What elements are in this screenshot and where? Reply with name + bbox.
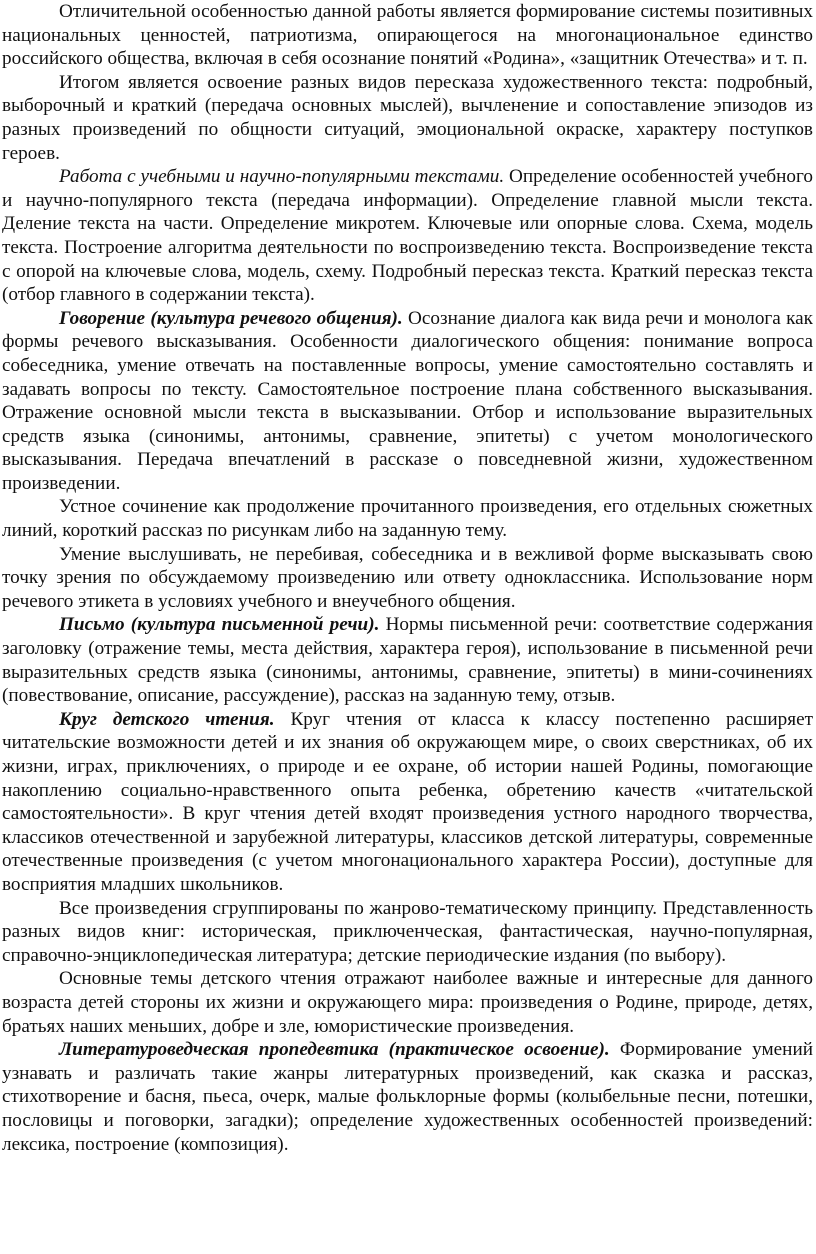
paragraph-text: Формирование умений узнавать и различать такие жанры литературных произведений, как сказка и рассказ, стихотворение и басня, пьеса, очерк, малые фольклорные формы (колыбельные песни, потешки, пословицы и поговорки, загадки); определение художественных особенностей произведений: лексика, построение (композиция). (2, 1039, 813, 1155)
paragraph-text: Итогом является освоение разных видов пересказа художественного текста: подробный, выборочный и краткий (передача основных мыслей), вычленение и сопоставление эпизодов из разных произведений по общности ситуаций, эмоциональной окраске, характеру поступков героев. (2, 71, 813, 164)
section-lead-heading: Работа с учебными и научно-популярными текстами. (59, 166, 505, 188)
paragraph-retelling-outcome (2, 71, 813, 165)
paragraph-educational-texts (2, 165, 813, 307)
paragraph-writing (2, 613, 813, 707)
section-lead-heading: Говорение (культура речевого общения). (59, 307, 403, 329)
section-lead-heading: Круг детского чтения. (59, 708, 275, 730)
paragraph-genre-grouping (2, 897, 813, 968)
paragraph-text: Основные темы детского чтения отражают наиболее важные и интересные для данного возраста детей стороны их жизни и окружающего мира: произведения о Родине, природе, детях, братьях наших меньших, добре и зле, юмористические произведения. (2, 968, 813, 1037)
section-lead-heading: Письмо (культура письменной речи). (59, 614, 380, 636)
paragraph-text: Нормы письменной речи: соответствие содержания заголовку (отражение темы, места действия, характера героя), использование в письменной речи выразительных средств языка (синонимы, антонимы, сравнение, эпитеты) в мини-сочинениях (повествование, описание, рассуждение), рассказ на заданную тему, отзыв. (2, 614, 813, 707)
paragraph-literary-propaedeutics (2, 1038, 813, 1156)
paragraph-text: Умение выслушивать, не перебивая, собеседника и в вежливой форме высказывать свою точку зрения по обсуждаемому произведению или ответу одноклассника. Использование норм речевого этикета в условиях учебного и внеучебного общения. (2, 543, 813, 612)
paragraph-text: Определение особенностей учебного и научно-популярного текста (передача информации). Определение главной мысли текста. Деление текста на части. Определение микротем. Ключевые или опорные слова. Схема, модель текста. Построение алгоритма деятельности по воспроизведению текста. Воспроизведение текста с опорой на ключевые слова, модель, схему. Подробный пересказ текста. Краткий пересказ текста (отбор главного в содержании текста). (2, 166, 813, 306)
paragraph-reading-circle (2, 708, 813, 897)
paragraph-oral-composition (2, 495, 813, 542)
paragraph-listening-skills (2, 543, 813, 614)
paragraph-values-intro (2, 0, 813, 71)
paragraph-text: Отличительной особенностью данной работы является формирование системы позитивных национальных ценностей, патриотизма, опирающегося на многонациональное единство российского общества, включая в себя осознание понятий «Родина», «защитник Отечества» и т. п. (2, 1, 813, 70)
paragraph-text: Все произведения сгруппированы по жанрово-тематическому принципу. Представленность разных видов книг: историческая, приключенческая, фантастическая, научно-популярная, справочно-энциклопедическая литература; детские периодические издания (по выбору). (2, 897, 813, 966)
paragraph-reading-themes (2, 967, 813, 1038)
paragraph-speaking (2, 307, 813, 496)
paragraph-text: Осознание диалога как вида речи и монолога как формы речевого высказывания. Особенности диалогического общения: понимание вопроса собеседника, умение отвечать на поставленные вопросы, умение самостоятельно составлять и задавать вопросы по тексту. Самостоятельное построение плана собственного высказывания. Отражение основной мысли текста в высказывании. Отбор и использование выразительных средств языка (синонимы, антонимы, сравнение, эпитеты) с учетом монологического высказывания. Передача впечатлений в рассказе о повседневной жизни, художественном произведении. (2, 307, 813, 494)
section-lead-heading: Литературоведческая пропедевтика (практическое освоение). (59, 1039, 610, 1061)
paragraph-text: Устное сочинение как продолжение прочитанного произведения, его отдельных сюжетных линий, короткий рассказ по рисункам либо на заданную тему. (2, 496, 813, 542)
paragraph-text: Круг чтения от класса к классу постепенно расширяет читательские возможности детей и их знания об окружающем мире, о своих сверстниках, об их жизни, играх, приключениях, о природе и ее охране, об истории нашей Родины, помогающие накоплению социально-нравственного опыта ребенка, обретению качеств «читательской самостоятельности». В круг чтения детей входят произведения устного народного творчества, классиков отечественной и зарубежной литературы, классиков детской литературы, современные отечественные произведения (с учетом многонационального характера России), доступные для восприятия младших школьников. (2, 708, 813, 895)
